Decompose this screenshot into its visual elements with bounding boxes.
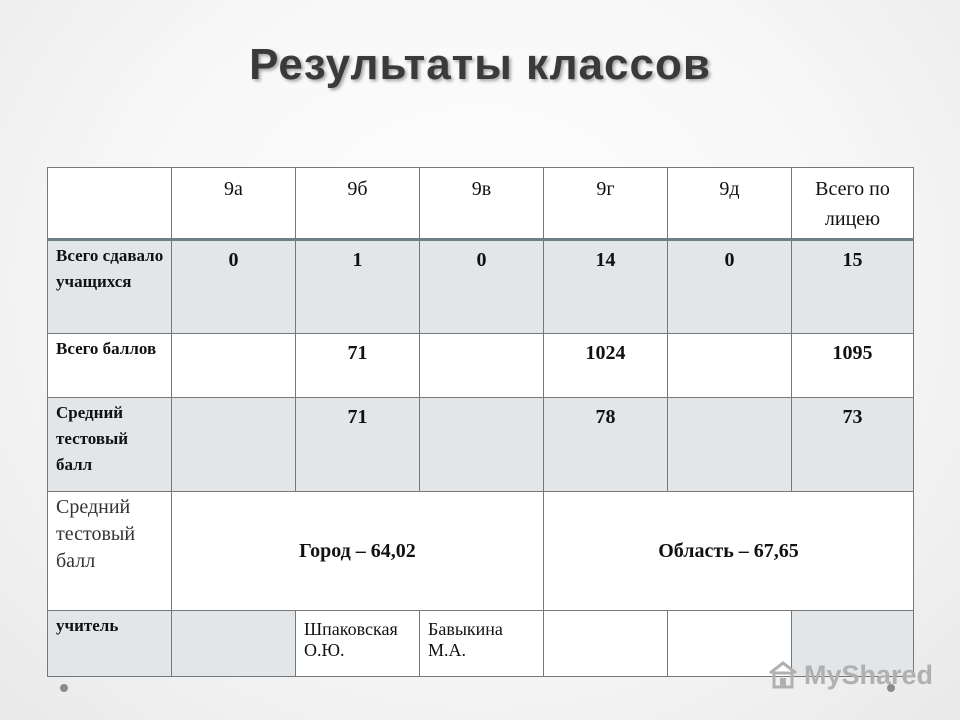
logo-text: MyShared (804, 659, 934, 690)
table-cell: 0 (420, 240, 544, 334)
header-cell: Всего по лицею (792, 168, 914, 240)
teacher-cell: Бавыкина М.А. (420, 611, 544, 677)
table-row (48, 240, 914, 334)
row-label: учитель (48, 611, 172, 677)
header-cell: 9а (172, 168, 296, 240)
table-cell (420, 398, 544, 492)
watermark-logo (766, 655, 933, 695)
table-cell: 71 (296, 398, 420, 492)
teacher-cell (172, 611, 296, 677)
table-cell (668, 334, 792, 398)
house-icon (766, 658, 800, 692)
table-cell: 1024 (544, 334, 668, 398)
table-header-row (48, 168, 914, 240)
header-cell: 9б (296, 168, 420, 240)
table-cell (172, 334, 296, 398)
table-row (48, 334, 914, 398)
table-cell: 0 (172, 240, 296, 334)
table-cell: 1 (296, 240, 420, 334)
table-cell (668, 398, 792, 492)
page-title: Результаты классов (249, 40, 711, 89)
row-label: Всего сдавало учащихся (48, 240, 172, 334)
teacher-cell (544, 611, 668, 677)
table-cell: 14 (544, 240, 668, 334)
table-cell: 73 (792, 398, 914, 492)
row-label: Всего баллов (48, 334, 172, 398)
header-cell: 9в (420, 168, 544, 240)
table-row-regional (48, 492, 914, 611)
teacher-cell: Шпаковская О.Ю. (296, 611, 420, 677)
table-cell: 1095 (792, 334, 914, 398)
row-label: Средний тестовый балл (48, 398, 172, 492)
header-cell (48, 168, 172, 240)
table-cell: 78 (544, 398, 668, 492)
region-average-cell: Область – 67,65 (544, 492, 914, 611)
city-average-cell: Город – 64,02 (172, 492, 544, 611)
table-cell: 0 (668, 240, 792, 334)
results-table (47, 167, 914, 677)
table-cell (172, 398, 296, 492)
header-cell: 9д (668, 168, 792, 240)
table-cell: 15 (792, 240, 914, 334)
table-cell: 71 (296, 334, 420, 398)
table-row (48, 398, 914, 492)
table-cell (420, 334, 544, 398)
header-cell: 9г (544, 168, 668, 240)
slide-dot-left (60, 684, 68, 692)
row-label: Средний тестовый балл (48, 492, 172, 611)
